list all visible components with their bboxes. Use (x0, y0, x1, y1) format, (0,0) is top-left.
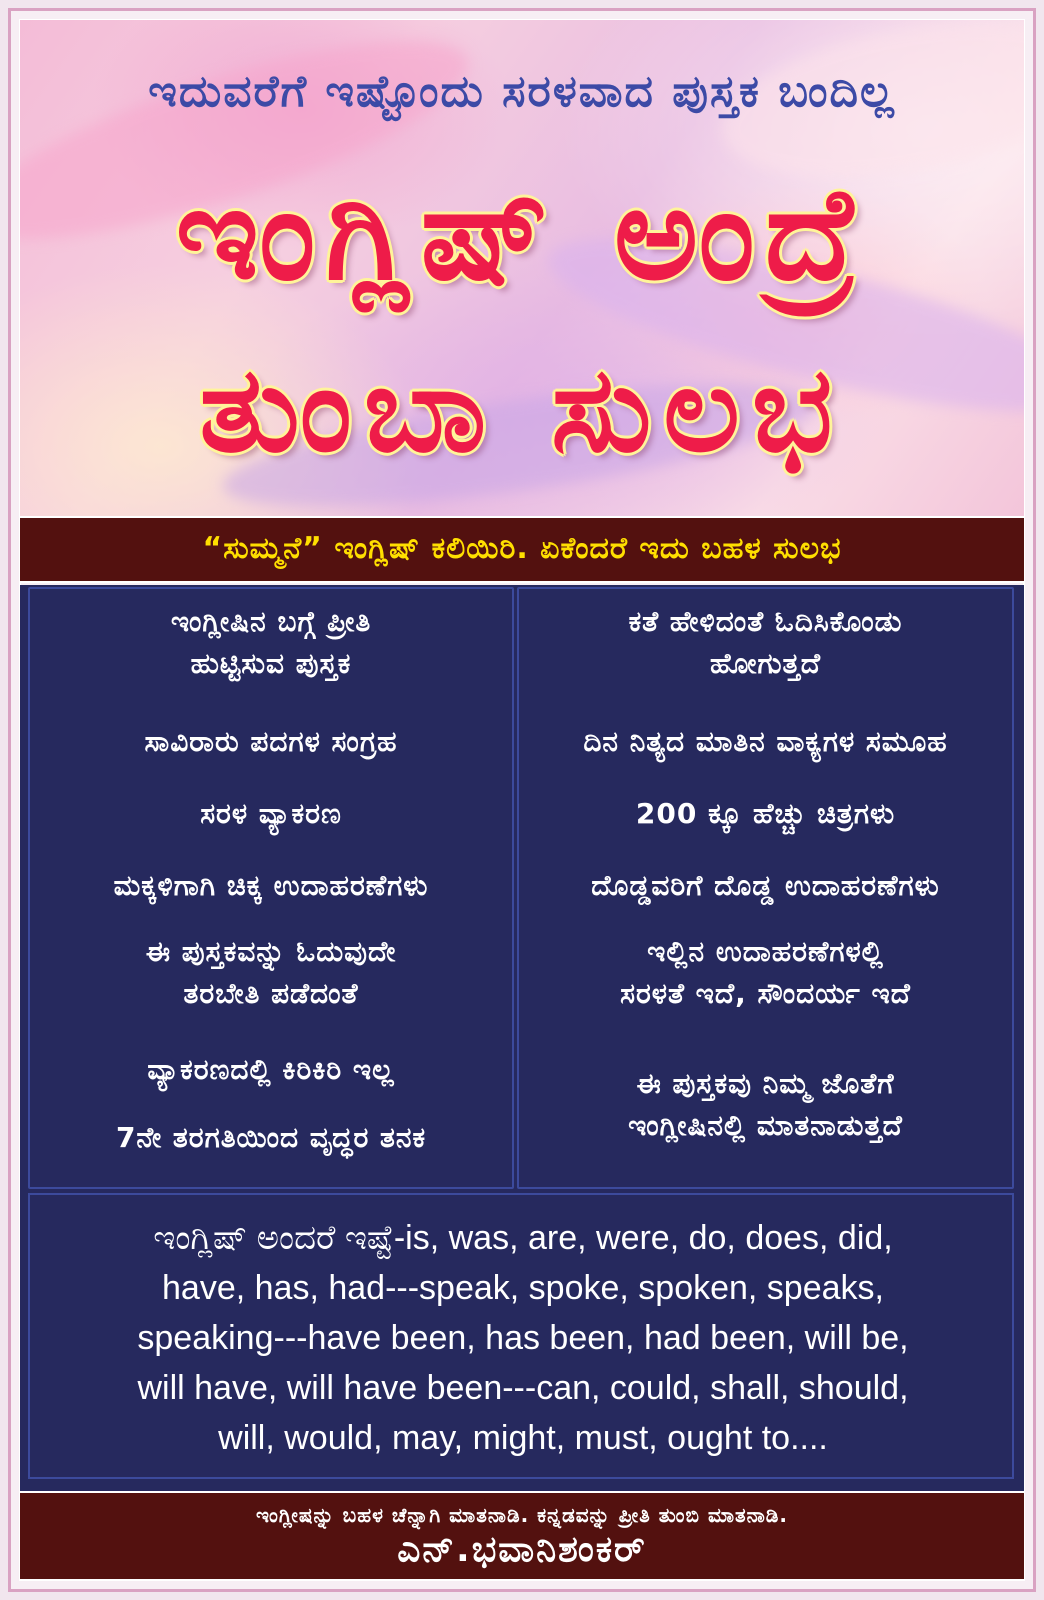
feature-item: 200 ಕ್ಕೂ ಹೆಚ್ಚು ಚಿತ್ರಗಳು (635, 797, 896, 830)
feature-item: ವ್ಯಾಕರಣದಲ್ಲಿ ಕಿರಿಕಿರಿ ಇಲ್ಲ (147, 1053, 395, 1086)
features-panel (20, 585, 1024, 1491)
feature-item: ಸಾವಿರಾರು ಪದಗಳ ಸಂಗ್ರಹ (144, 725, 398, 758)
header-banner (20, 20, 1024, 516)
feature-item: ಇಲ್ಲಿನ ಉದಾಹರಣೆಗಳಲ್ಲಿ ಸರಳತೆ ಇದೆ, ಸೌಂದರ್ಯ ಇದೆ (620, 935, 911, 1010)
subtitle-text: “ಸುಮ್ಮನೆ” ಇಂಗ್ಲಿಷ್ ಕಲಿಯಿರಿ. ಏಕೆಂದರೆ ಇದು ಬಹಳ ಸುಲಭ (202, 531, 842, 566)
feature-item: ಈ ಪುಸ್ತಕವನ್ನು ಓದುವುದೇ ತರಬೇತಿ ಪಡೆದಂತೆ (145, 935, 397, 1010)
feature-item: ಸರಳ ವ್ಯಾಕರಣ (200, 797, 342, 830)
verb-list-box (28, 1193, 1014, 1479)
author-name: ಎನ್.ಭವಾನಿಶಂಕರ್ (397, 1529, 647, 1570)
features-right-column (517, 587, 1014, 1189)
feature-item: ದೊಡ್ಡವರಿಗೆ ದೊಡ್ಡ ಉದಾಹರಣೆಗಳು (591, 869, 940, 902)
verb-list-line: ಇಂಗ್ಲಿಷ್ ಅಂದರೆ ಇಷ್ಟೆ-is, was, are, were, do, does, did, (153, 1219, 893, 1257)
feature-item: ದಿನ ನಿತ್ಯದ ಮಾತಿನ ವಾಕ್ಯಗಳ ಸಮೂಹ (583, 725, 948, 758)
tagline: ಇದುವರೆಗೆ ಇಷ್ಟೊಂದು ಸರಳವಾದ ಪುಸ್ತಕ ಬಂದಿಲ್ಲ (148, 66, 896, 117)
feature-item: ಕತೆ ಹೇಳಿದಂತೆ ಓದಿಸಿಕೊಂಡು ಹೋಗುತ್ತದೆ (628, 605, 903, 680)
feature-item: ಮಕ್ಕಳಿಗಾಗಿ ಚಿಕ್ಕ ಉದಾಹರಣೆಗಳು (113, 869, 429, 902)
verb-list-line: will, would, may, might, must, ought to.... (218, 1419, 828, 1457)
title-line-1: ಇಂಗ್ಲಿಷ್ ಅಂದ್ರೆ (175, 160, 869, 309)
verb-list (50, 1213, 996, 1463)
subtitle-bar (20, 516, 1024, 583)
title-line-2: ತುಂಬಾ ಸುಲಭ (199, 340, 845, 478)
features-left-column (28, 587, 514, 1189)
verb-list-line: will have, will have been---can, could, shall, should, (137, 1369, 909, 1407)
feature-item: ಇಂಗ್ಲೀಷಿನ ಬಗ್ಗೆ ಪ್ರೀತಿ ಹುಟ್ಟಿಸುವ ಪುಸ್ತಕ (170, 605, 372, 680)
feature-item: 7ನೇ ತರಗತಿಯಿಂದ ವೃದ್ಧರ ತನಕ (115, 1121, 427, 1154)
footer-bar (20, 1491, 1024, 1579)
footer-slogan: ಇಂಗ್ಲೀಷನ್ನು ಬಹಳ ಚೆನ್ನಾಗಿ ಮಾತನಾಡಿ. ಕನ್ನಡವನ್ನು ಪ್ರೀತಿ ತುಂಬಿ ಮಾತನಾಡಿ. (255, 1503, 788, 1527)
verb-list-line: have, has, had---speak, spoke, spoken, speaks, (162, 1269, 884, 1307)
poster (8, 8, 1036, 1592)
verb-list-line: speaking---have been, has been, had been, will be, (137, 1319, 909, 1357)
feature-item: ಈ ಪುಸ್ತಕವು ನಿಮ್ಮ ಜೊತೆಗೆ ಇಂಗ್ಲೀಷಿನಲ್ಲಿ ಮಾತನಾಡುತ್ತದೆ (628, 1067, 903, 1142)
